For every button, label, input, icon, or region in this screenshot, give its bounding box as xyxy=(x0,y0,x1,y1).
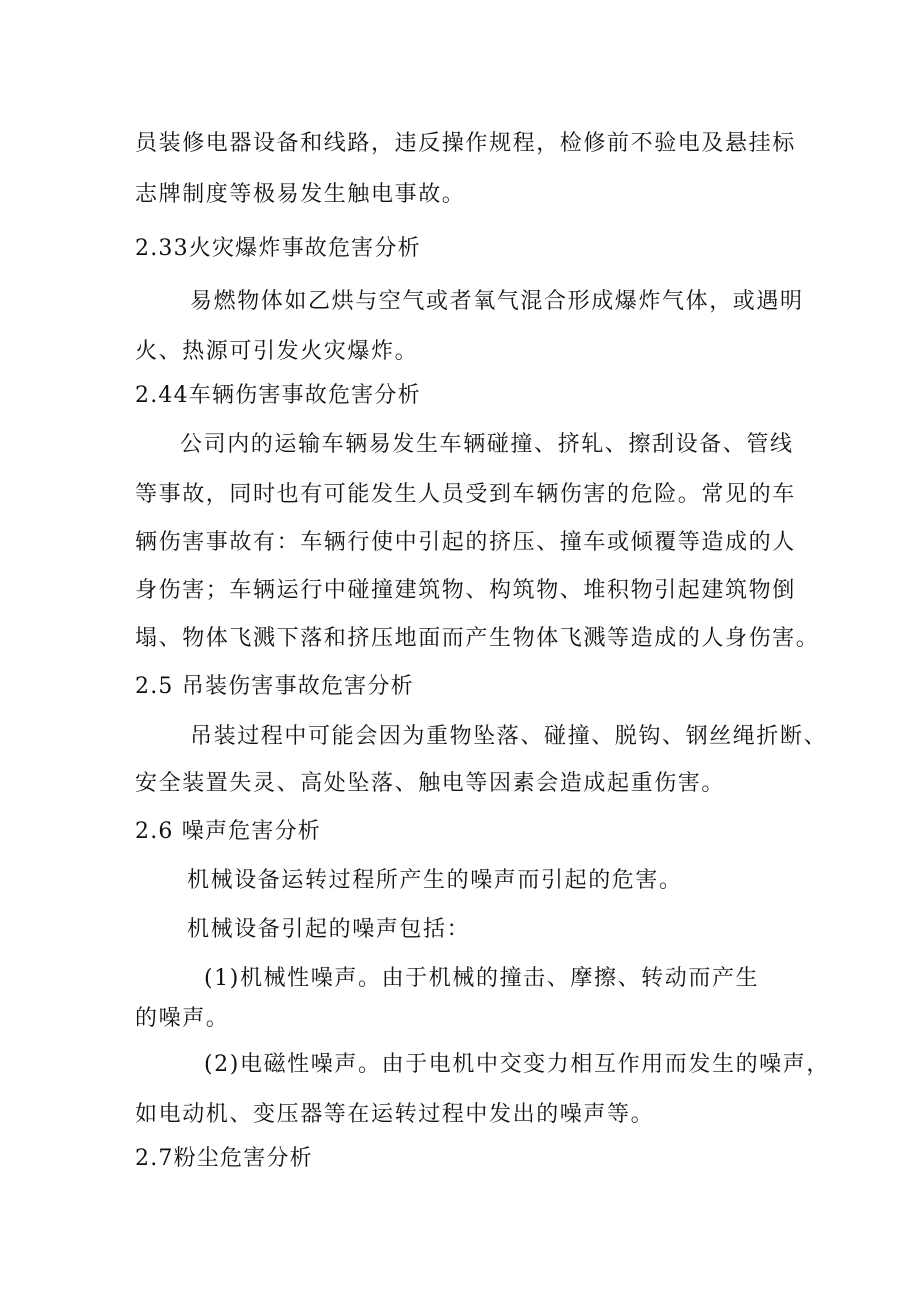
body-text-line: 身伤害；车辆运行中碰撞建筑物、构筑物、堆积物引起建筑物倒 xyxy=(135,578,796,603)
body-text-line: 的噪声。 xyxy=(135,1006,230,1031)
section-heading-2-6: 2.6 噪声危害分析 xyxy=(135,819,321,844)
body-text-line: 志牌制度等极易发生触电事故。 xyxy=(135,182,466,207)
body-text-line: 易燃物体如乙烘与空气或者氧气混合形成爆炸气体，或遇明 xyxy=(190,289,804,314)
body-text-line: 辆伤害事故有：车辆行使中引起的挤压、撞车或倾覆等造成的人 xyxy=(135,530,796,555)
body-text-line: 安全装置失灵、高处坠落、触电等因素会造成起重伤害。 xyxy=(135,771,726,796)
body-text-line: 火、热源可引发火灾爆炸。 xyxy=(135,339,419,364)
list-item-1: (1)机械性噪声。由于机械的撞击、摩擦、转动而产生 xyxy=(204,966,760,991)
list-item-2: (2)电磁性噪声。由于电机中交变力相互作用而发生的噪声， xyxy=(204,1052,830,1077)
body-text-line: 如电动机、变压器等在运转过程中发出的噪声等。 xyxy=(135,1102,655,1127)
body-text-line: 员装修电器设备和线路，违反操作规程，检修前不验电及悬挂标 xyxy=(135,131,796,156)
body-text-line: 机械设备引起的噪声包括： xyxy=(187,917,471,942)
section-heading-2-5: 2.5 吊装伤害事故危害分析 xyxy=(135,674,414,699)
section-heading-2-44: 2.44车辆伤害事故危害分析 xyxy=(135,383,421,408)
body-text-line: 公司内的运输车辆易发生车辆碰撞、挤轧、擦刮设备、管线 xyxy=(180,432,794,457)
body-text-line: 吊装过程中可能会因为重物坠落、碰撞、脱钩、钢丝绳折断、 xyxy=(190,724,828,749)
section-heading-2-33: 2.33火灾爆炸事故危害分析 xyxy=(135,236,421,261)
body-text-line: 等事故，同时也有可能发生人员受到车辆伤害的危险。常见的车 xyxy=(135,482,796,507)
body-text-line: 塌、物体飞溅下落和挤压地面而产生物体飞溅等造成的人身伤害。 xyxy=(135,626,820,651)
section-heading-2-7: 2.7粉尘危害分析 xyxy=(135,1146,313,1171)
body-text-line: 机械设备运转过程所产生的噪声而引起的危害。 xyxy=(187,868,683,893)
